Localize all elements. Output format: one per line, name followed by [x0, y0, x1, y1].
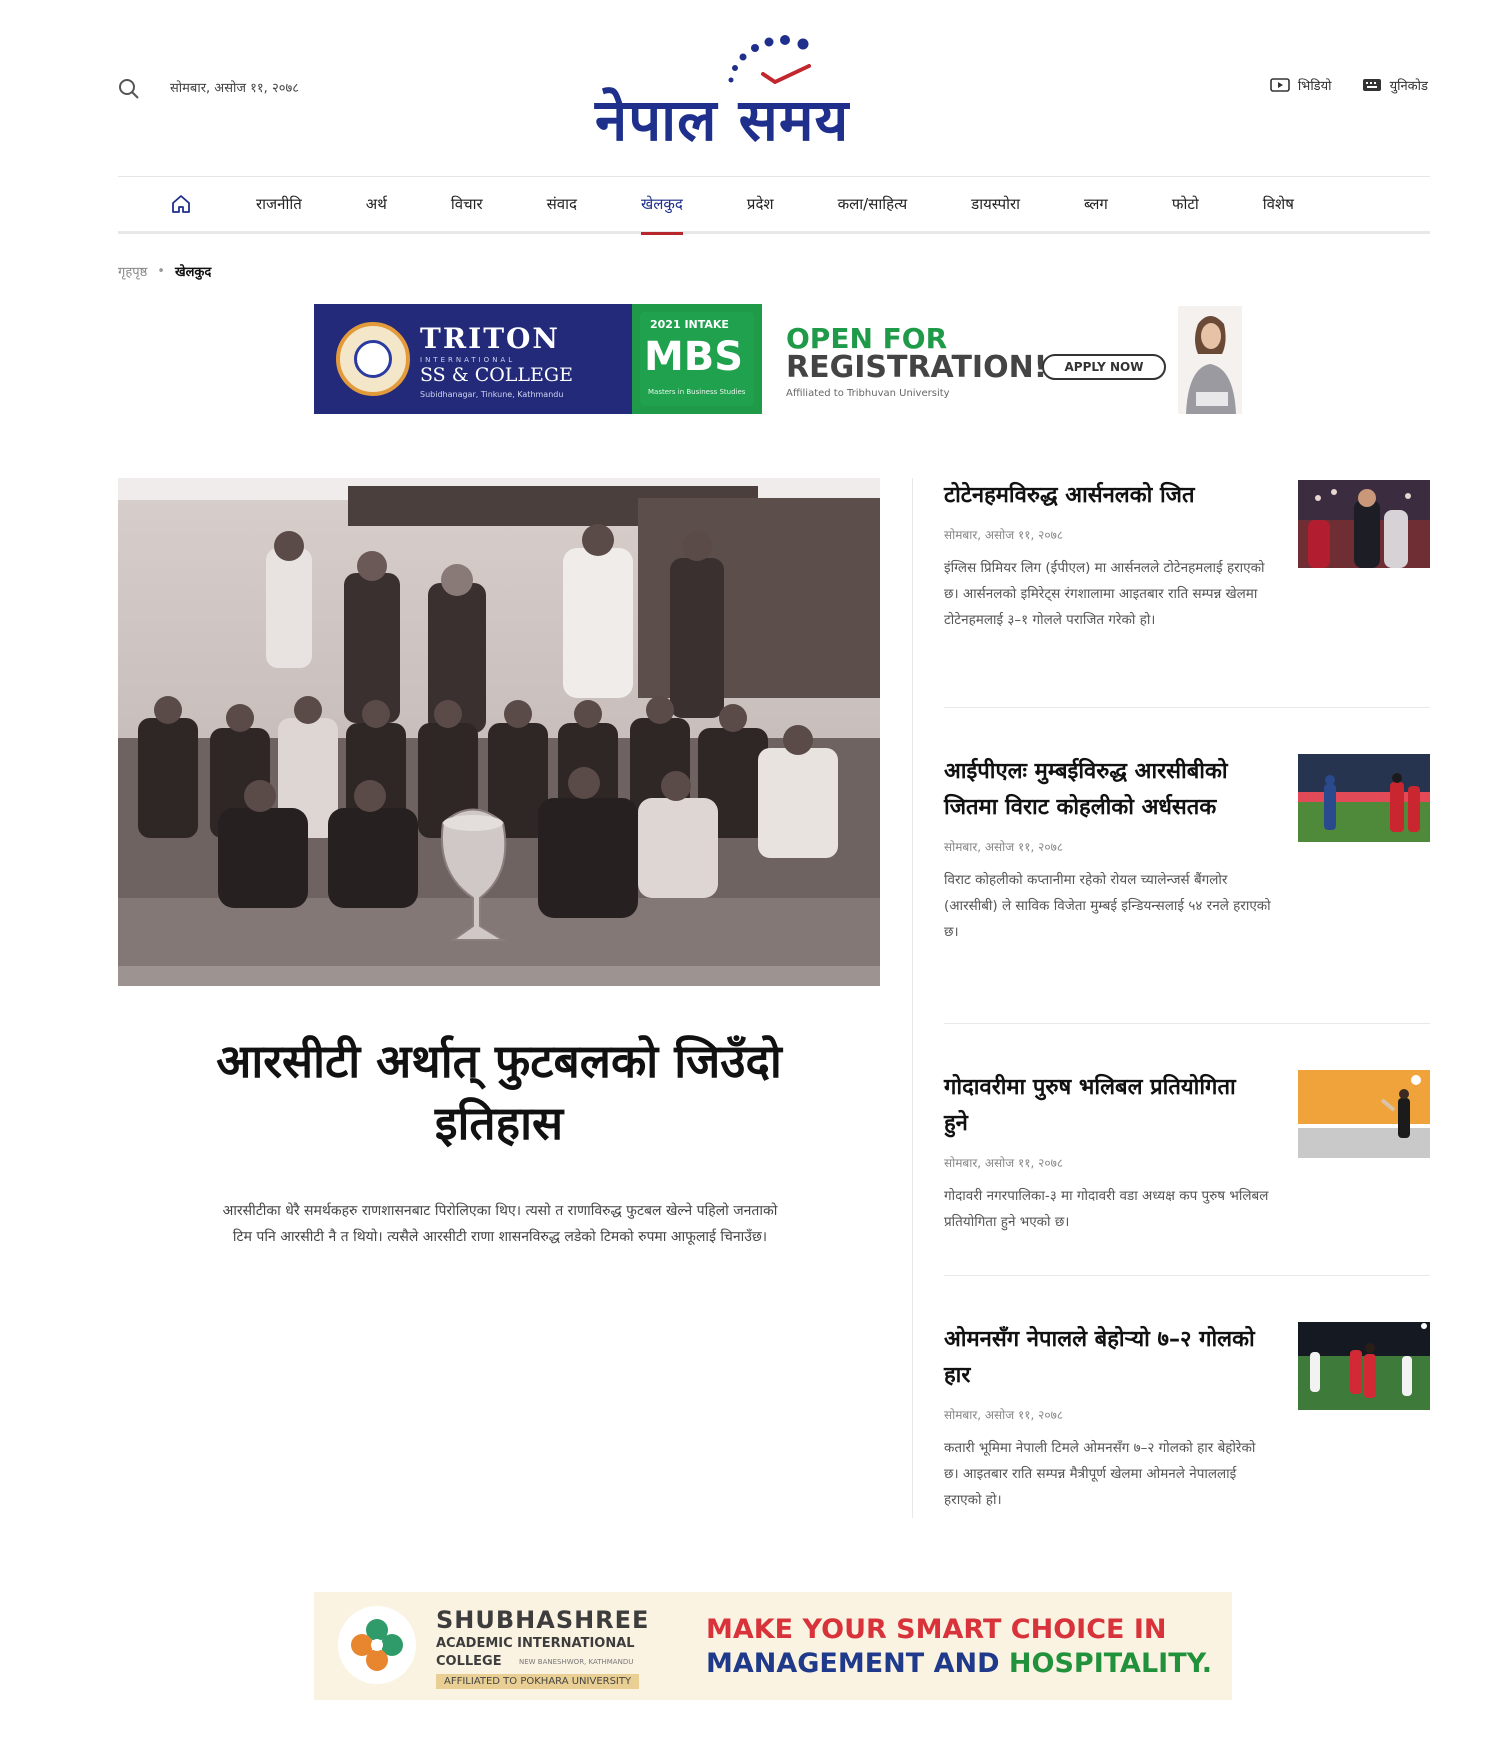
feature-summary-line-1: आरसीटीका धेरै समर्थकहरु राणशासनबाट पिरोलिएका थिए। त्यसो त राणाविरुद्ध फुटबल खेल्ने पहिलो जनताको: [222, 1203, 778, 1219]
news-date: सोमबार, असोज ११, २०७८: [944, 1408, 1064, 1422]
ad-headline-1: OPEN FOR: [786, 322, 948, 355]
ad-bottom-tagline-2: [706, 1648, 1212, 1679]
news-thumbnail[interactable]: [1298, 1322, 1430, 1410]
site-header: [0, 0, 1500, 175]
ad-bottom-sub-2: COLLEGE: [436, 1654, 502, 1669]
ad-program-sub: Masters in Business Studies: [648, 388, 746, 396]
logo-text: नेपाल समय: [595, 86, 850, 154]
ad-brand: TRITON: [420, 322, 561, 355]
ad-affiliation: Affiliated to Tribhuvan University: [786, 388, 950, 399]
nav-blog[interactable]: ब्लग: [1084, 195, 1108, 213]
feature-summary: [140, 1198, 860, 1250]
main-nav: [118, 176, 1430, 234]
news-title[interactable]: आईपीएलः मुम्बईविरुद्ध आरसीबीको जितमा विराट कोहलीको अर्धसतक: [944, 759, 1228, 820]
nav-diaspora[interactable]: डायस्पोरा: [971, 195, 1021, 213]
nav-opinion[interactable]: विचार: [450, 195, 483, 213]
news-date: सोमबार, असोज ११, २०७८: [944, 528, 1064, 542]
news-date: सोमबार, असोज ११, २०७८: [944, 1156, 1064, 1170]
news-title[interactable]: ओमनसँग नेपालले बेहोर्‍यो ७–२ गोलको हार: [944, 1327, 1255, 1388]
ad-address: Subidhanagar, Tinkune, Kathmandu: [420, 390, 564, 399]
news-thumbnail[interactable]: [1298, 754, 1430, 842]
news-description: इंग्लिस प्रिमियर लिग (ईपीएल) मा आर्सनलले टोटेनहमलाई हराएको छ। आर्सनलको इमिरेट्स रंगशालामा आइतबार राति सम्पन्न खेलमा टोटेनहमलाई ३–१ गोलले पराजित गरेको हो।: [944, 560, 1265, 628]
feature-headline-line-2: इतिहास: [434, 1096, 564, 1150]
ad-banner-bottom[interactable]: [314, 1592, 1232, 1700]
ad-registration: [762, 304, 1232, 414]
feature-headline[interactable]: [118, 1030, 880, 1154]
top-links: [1270, 76, 1428, 94]
ad-program: MBS: [644, 334, 744, 380]
ad-headline-2: REGISTRATION!: [786, 350, 1048, 385]
video-link[interactable]: [1270, 76, 1332, 94]
nav-photo[interactable]: फोटो: [1171, 195, 1199, 213]
news-date: सोमबार, असोज ११, २०७८: [944, 840, 1064, 854]
ad-bottom-tagline-2b: HOSPITALITY.: [1008, 1648, 1212, 1679]
nav-sports[interactable]: खेलकुद: [641, 176, 683, 232]
news-thumbnail[interactable]: [1298, 480, 1430, 568]
news-description: कतारी भूमिमा नेपाली टिमले ओमनसँग ७–२ गोलको हार बेहोरेको छ। आइतबार राति सम्पन्न मैत्रीपूर्ण खेलमा ओमनले नेपाललाई हराएको हो।: [944, 1440, 1256, 1508]
ad-mbs-block: [632, 304, 762, 414]
nav-politics[interactable]: राजनीति: [256, 195, 302, 213]
ad-triton-brand: [314, 304, 634, 414]
triton-seal-icon: [336, 322, 410, 396]
breadcrumb-home[interactable]: गृहपृष्ठ: [118, 265, 148, 280]
unicode-link[interactable]: [1362, 76, 1428, 94]
ad-model-image: [1178, 306, 1242, 414]
news-item[interactable]: [944, 708, 1430, 1024]
feature-headline-line-1: आरसीटी अर्थात् फुटबलको जिउँदो: [216, 1034, 782, 1088]
site-logo[interactable]: [595, 30, 955, 154]
video-link-label: भिडियो: [1297, 79, 1332, 94]
nav-dialogue[interactable]: संवाद: [546, 195, 577, 213]
news-thumbnail[interactable]: [1298, 1070, 1430, 1158]
apply-now-button[interactable]: APPLY NOW: [1042, 354, 1166, 380]
current-date: सोमबार, असोज ११, २०७८: [170, 81, 299, 96]
nav-home[interactable]: [170, 176, 192, 232]
home-icon: [170, 193, 192, 215]
nav-art-literature[interactable]: कला/साहित्य: [837, 195, 908, 213]
news-title[interactable]: गोदावरीमा पुरुष भलिबल प्रतियोगिता हुने: [944, 1075, 1236, 1136]
unicode-link-label: युनिकोड: [1389, 79, 1428, 94]
nav-special[interactable]: विशेष: [1262, 195, 1294, 213]
ad-bottom-affiliation: AFFILIATED TO POKHARA UNIVERSITY: [436, 1674, 639, 1689]
news-title[interactable]: टोटेनहमविरुद्ध आर्सनलको जित: [944, 483, 1195, 508]
ad-bottom-sub-1: ACADEMIC INTERNATIONAL: [436, 1636, 635, 1651]
shubhashree-logo-icon: [338, 1606, 416, 1684]
search-icon[interactable]: [118, 78, 140, 100]
ad-bottom-tagline-2a: MANAGEMENT AND: [706, 1648, 1009, 1679]
news-item[interactable]: [944, 1024, 1430, 1276]
ad-bottom-tagline-1: MAKE YOUR SMART CHOICE IN: [706, 1614, 1167, 1645]
nav-province[interactable]: प्रदेश: [746, 195, 774, 213]
breadcrumb-current: खेलकुद: [174, 265, 212, 280]
ad-bottom-brand: SHUBHASHREE: [436, 1606, 650, 1634]
news-description: विराट कोहलीको कप्तानीमा रहेको रोयल च्यालेन्जर्स बैंगलोर (आरसीबी) ले साविक विजेता मुम्बई इन्डियन्सलाई ५४ रनले हराएको छ।: [944, 872, 1271, 940]
keyboard-icon: [1362, 77, 1382, 93]
breadcrumb: [118, 262, 211, 280]
breadcrumb-separator: •: [157, 263, 165, 279]
ad-brand-sub: INTERNATIONAL: [420, 356, 516, 364]
news-description: गोदावरी नगरपालिका-३ मा गोदावरी वडा अध्यक्ष कप पुरुष भलिबल प्रतियोगिता हुने भएको छ।: [944, 1188, 1269, 1230]
nav-economy[interactable]: अर्थ: [365, 195, 387, 213]
ad-bottom-address: NEW BANESHWOR, KATHMANDU: [519, 1658, 634, 1666]
video-icon: [1270, 77, 1290, 93]
ad-college: SS & COLLEGE: [420, 364, 573, 386]
news-item[interactable]: [944, 478, 1430, 708]
feature-team-photo[interactable]: [118, 478, 880, 986]
column-divider: [912, 478, 913, 1518]
news-item[interactable]: [944, 1276, 1430, 1513]
sidebar-news-list: [944, 478, 1430, 1513]
feature-summary-line-2: टिम पनि आरसीटी नै त थियो। त्यसैले आरसीटी राणा शासनविरुद्ध लडेको टिमको रुपमा आफूलाई चिनाउँछ।: [232, 1229, 768, 1245]
ad-intake: 2021 INTAKE: [650, 318, 729, 331]
ad-banner-top[interactable]: [314, 304, 1232, 414]
